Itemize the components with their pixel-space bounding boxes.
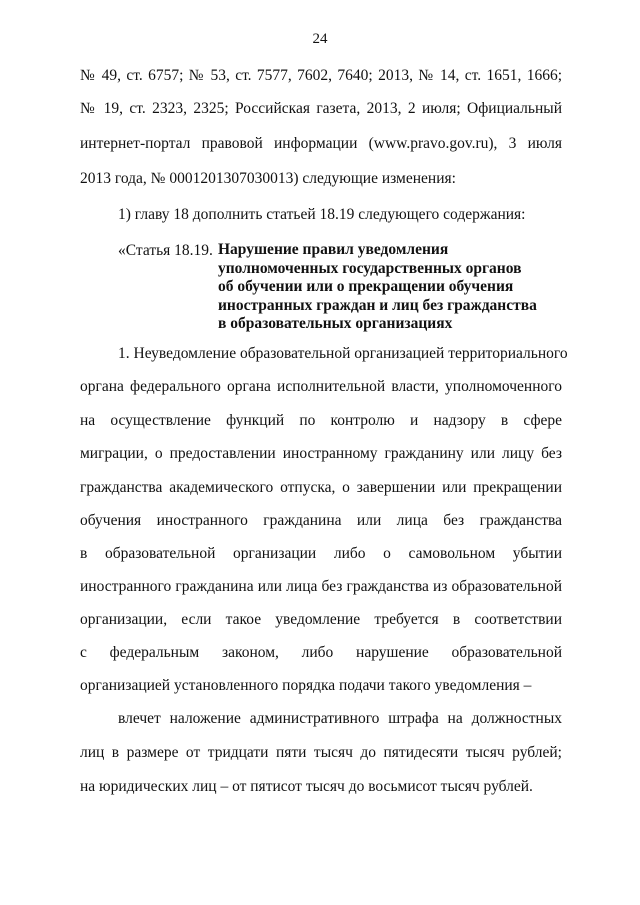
intro-line: № 49, ст. 6757; № 53, ст. 7577, 7602, 7640; 2013, № 14, ст. 1651, 1666; bbox=[80, 67, 562, 84]
paragraph-line: обучения иностранного гражданина или лица без гражданства bbox=[80, 512, 562, 529]
amendment-line: 1) главу 18 дополнить статьей 18.19 следующего содержания: bbox=[118, 206, 526, 223]
article-title-line: Нарушение правил уведомления bbox=[218, 241, 449, 258]
article-label: «Статья 18.19. bbox=[118, 242, 213, 259]
article-title bbox=[218, 241, 558, 334]
article-title-line: уполномоченных государственных органов bbox=[218, 259, 522, 277]
penalty-line: лиц в размере от тридцати пяти тысяч до пятидесяти тысяч рублей; bbox=[80, 744, 562, 761]
intro-line: 2013 года, № 0001201307030013) следующие изменения: bbox=[80, 170, 456, 187]
paragraph-line: 1. Неуведомление образовательной организацией территориального bbox=[118, 345, 568, 362]
intro-line: № 19, ст. 2323, 2325; Российская газета, 2013, 2 июля; Официальный bbox=[80, 100, 562, 117]
paragraph-line: в образовательной организации либо о самовольном убытии bbox=[80, 545, 562, 562]
article-title-line: иностранных граждан и лиц без гражданства bbox=[218, 296, 537, 314]
article-title-line: об обучении или о прекращении обучения bbox=[218, 278, 514, 295]
article-title-line: в образовательных организациях bbox=[218, 315, 453, 332]
paragraph-line: миграции, о предоставлении иностранному гражданину или лицу без bbox=[80, 445, 562, 462]
paragraph-line: с федеральным законом, либо нарушение образовательной bbox=[80, 644, 562, 661]
paragraph-line: организации, если такое уведомление требуется в соответствии bbox=[80, 611, 562, 628]
page-number: 24 bbox=[312, 31, 328, 47]
paragraph-line: органа федерального органа исполнительной власти, уполномоченного bbox=[80, 378, 562, 395]
penalty-line: влечет наложение административного штрафа на должностных bbox=[118, 710, 562, 727]
intro-line: интернет-портал правовой информации (www.pravo.gov.ru), 3 июля bbox=[80, 135, 562, 152]
paragraph-line: на осуществление функций по контролю и надзору в сфере bbox=[80, 412, 562, 429]
penalty-line: на юридических лиц – от пятисот тысяч до восьмисот тысяч рублей. bbox=[80, 778, 533, 795]
paragraph-line: организацией установленного порядка подачи такого уведомления – bbox=[80, 677, 532, 694]
paragraph-line: гражданства академического отпуска, о завершении или прекращении bbox=[80, 479, 562, 496]
paragraph-line: иностранного гражданина или лица без гражданства из образовательной bbox=[80, 578, 562, 595]
